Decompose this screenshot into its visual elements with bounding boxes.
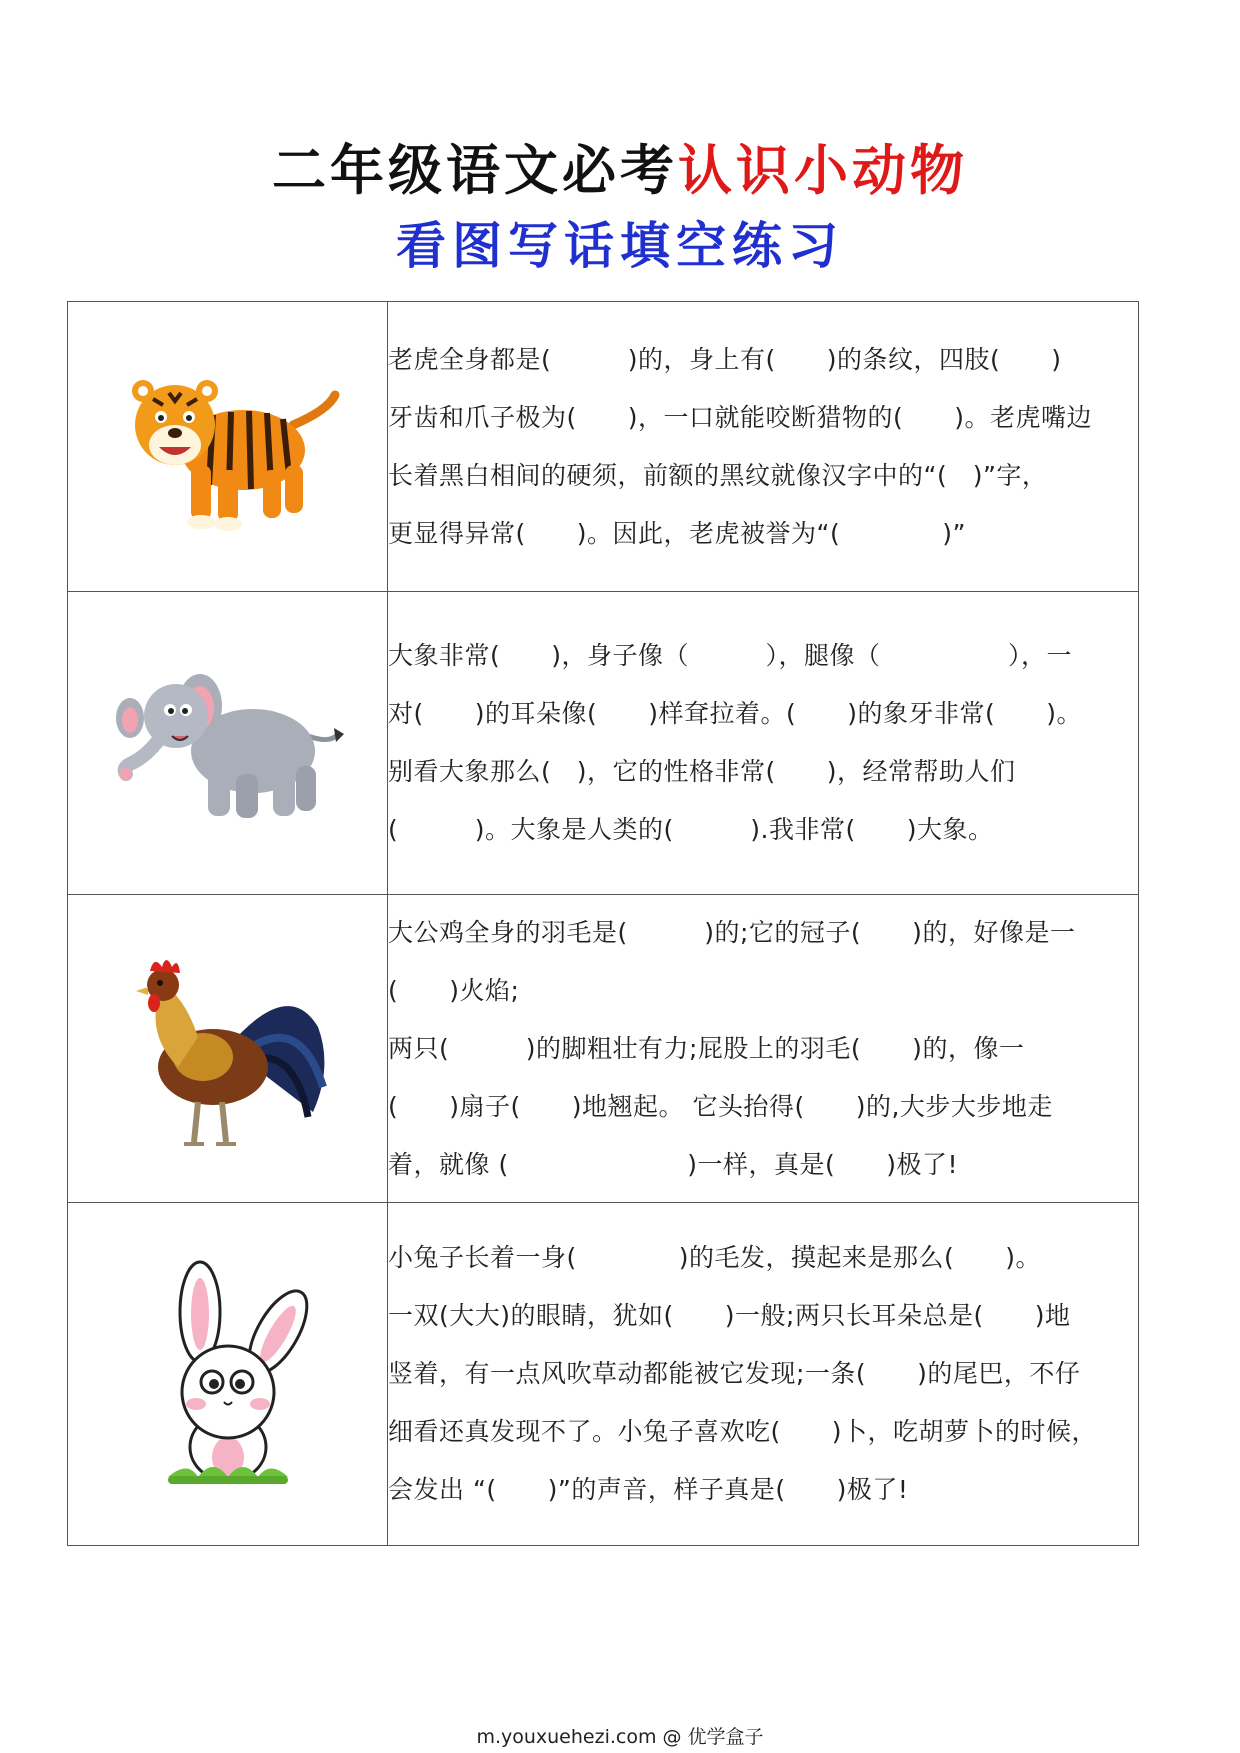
- text-line: 长着黑白相间的硬须，前额的黑纹就像汉字中的“( )”字，: [388, 460, 1048, 490]
- rooster-text: [388, 895, 1139, 1203]
- text-line: 着，就像 ( )一样，真是( )极了!: [388, 1149, 958, 1179]
- rabbit-text: [388, 1203, 1139, 1546]
- table-row: [68, 895, 1139, 1203]
- text-line: 两只( )的脚粗壮有力;屁股上的羽毛( )的，像一: [388, 1033, 1025, 1063]
- text-line: 大公鸡全身的羽毛是( )的;它的冠子( )的，好像是一: [388, 917, 1076, 947]
- title-part-red: 认识小动物: [678, 139, 968, 202]
- rabbit-illustration: [128, 1252, 328, 1492]
- tiger-text: [388, 302, 1139, 592]
- title-part-black: 二年级语文必考: [272, 139, 678, 202]
- text-line: 细看还真发现不了。小兔子喜欢吃( )卜，吃胡萝卜的时候，: [388, 1417, 1098, 1446]
- tiger-cell: [68, 302, 388, 592]
- table-row: [68, 592, 1139, 895]
- elephant-cell: [68, 592, 388, 895]
- tiger-illustration: [113, 355, 343, 535]
- text-line: 会发出 “( )”的声音，样子真是( )极了!: [388, 1475, 909, 1504]
- text-line: 对( )的耳朵像( )样耷拉着。( )的象牙非常( )。: [388, 699, 1083, 728]
- text-line: ( )火焰;: [388, 975, 520, 1005]
- table-row: [68, 1203, 1139, 1546]
- text-line: 竖着，有一点风吹草动都能被它发现;一条( )的尾巴，不仔: [388, 1359, 1081, 1388]
- worksheet-table: [67, 301, 1139, 1546]
- footer-source: m.youxuehezi.com @ 优学盒子: [476, 1726, 764, 1748]
- text-line: 更显得异常( )。因此，老虎被誉为“( )”: [388, 518, 966, 548]
- text-line: 小兔子长着一身( )的毛发，摸起来是那么( )。: [388, 1243, 1042, 1272]
- rooster-cell: [68, 895, 388, 1203]
- text-line: 大象非常( )，身子像（ ），腿像（ ），一: [388, 641, 1073, 670]
- rabbit-cell: [68, 1203, 388, 1546]
- text-line: 牙齿和爪子极为( )，一口就能咬断猎物的( )。老虎嘴边: [388, 402, 1093, 432]
- elephant-text: [388, 592, 1139, 895]
- rooster-illustration: [118, 937, 338, 1157]
- elephant-illustration: [108, 656, 348, 826]
- text-line: 别看大象那么( )，它的性格非常( )，经常帮助人们: [388, 757, 1016, 786]
- table-row: [68, 302, 1139, 592]
- page-title: [0, 128, 1240, 205]
- text-line: ( )扇子( )地翘起。 它头抬得( )的,大步大步地走: [388, 1091, 1053, 1121]
- text-line: 老虎全身都是( )的，身上有( )的条纹，四肢( ): [388, 344, 1062, 374]
- page-subtitle: 看图写话填空练习: [396, 217, 844, 275]
- text-line: ( )。大象是人类的( ).我非常( )大象。: [388, 815, 994, 844]
- text-line: 一双(大大)的眼睛，犹如( )一般;两只长耳朵总是( )地: [388, 1301, 1071, 1330]
